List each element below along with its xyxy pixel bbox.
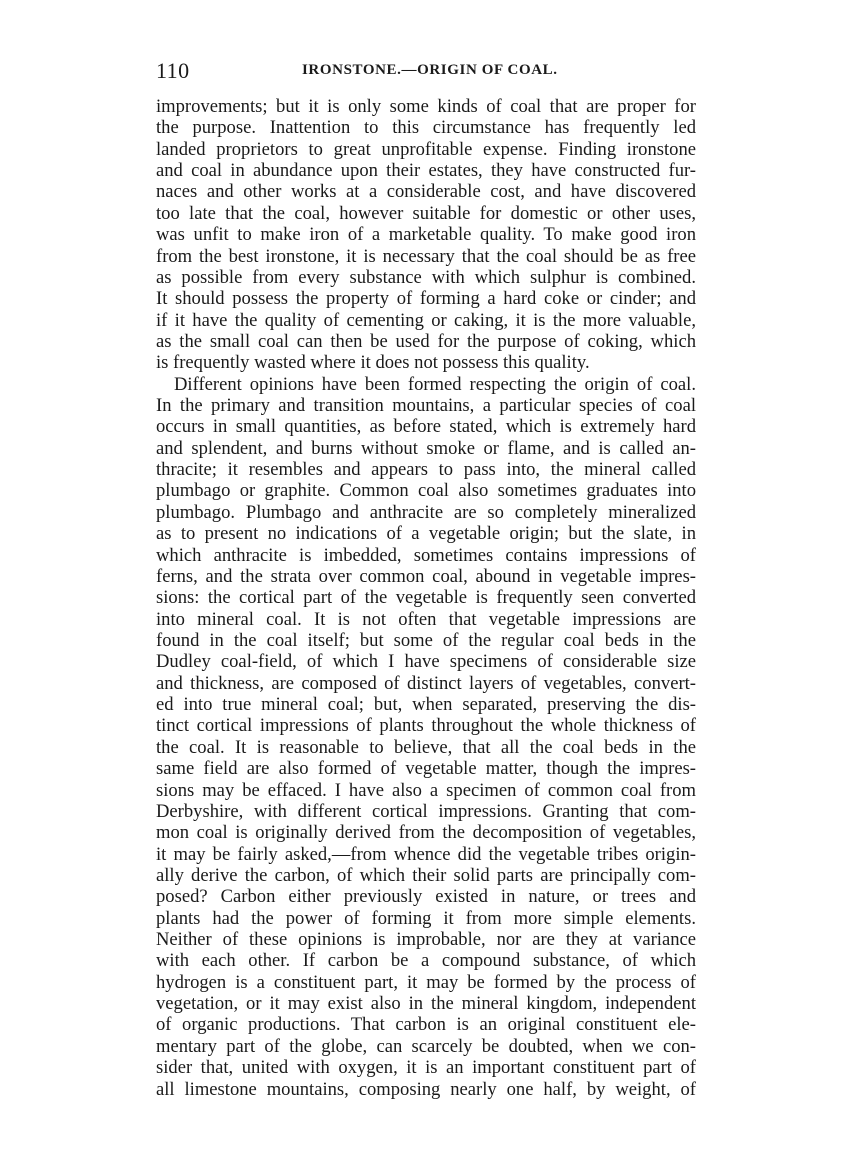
- text-line: sions may be effaced. I have also a specimen of common coal from: [156, 779, 696, 801]
- text-line: mon coal is originally derived from the decomposition of vegetables,: [156, 822, 696, 844]
- text-line: it may be fairly asked,—from whence did the vegetable tribes origin-: [156, 843, 696, 865]
- paragraph-start-line: Different opinions have been formed respecting the origin of coal.: [174, 373, 696, 395]
- text-line: is frequently wasted where it does not possess this quality.: [156, 352, 590, 374]
- text-line: as the small coal can then be used for the purpose of coking, which: [156, 330, 696, 352]
- text-line: naces and other works at a considerable cost, and have discovered: [156, 181, 696, 203]
- text-line: ally derive the carbon, of which their solid parts are principally com-: [156, 864, 696, 886]
- text-line: plumbago or graphite. Common coal also sometimes graduates into: [156, 480, 696, 502]
- text-line: as to present no indications of a vegetable origin; but the slate, in: [156, 523, 696, 545]
- text-line: occurs in small quantities, as before stated, which is extremely hard: [156, 416, 696, 438]
- text-line: as possible from every substance with which sulphur is combined.: [156, 266, 696, 288]
- text-line: tinct cortical impressions of plants throughout the whole thickness of: [156, 715, 696, 737]
- text-line: hydrogen is a constituent part, it may be formed by the process of: [156, 971, 696, 993]
- text-line: improvements; but it is only some kinds of coal that are proper for: [156, 96, 696, 117]
- text-line: sions: the cortical part of the vegetable is frequently seen converted: [156, 587, 696, 609]
- text-line: the purpose. Inattention to this circumstance has frequently led: [156, 117, 696, 139]
- text-line: too late that the coal, however suitable for domestic or other uses,: [156, 202, 696, 224]
- running-head: [156, 58, 696, 86]
- text-line: thracite; it resembles and appears to pass into, the mineral called: [156, 459, 696, 481]
- text-line: into mineral coal. It is not often that vegetable impressions are: [156, 608, 696, 630]
- text-line: if it have the quality of cementing or caking, it is the more valuable,: [156, 309, 696, 331]
- text-line: found in the coal itself; but some of the regular coal beds in the: [156, 629, 696, 651]
- text-line: mentary part of the globe, can scarcely be doubted, when we con-: [156, 1035, 696, 1057]
- page-number: 110: [156, 58, 190, 83]
- running-title: IRONSTONE.—ORIGIN OF COAL.: [302, 62, 558, 78]
- text-line: ed into true mineral coal; but, when separated, preserving the dis-: [156, 694, 696, 716]
- text-line: It should possess the property of forming a hard coke or cinder; and: [156, 288, 696, 310]
- text-line: was unfit to make iron of a marketable quality. To make good iron: [156, 224, 696, 246]
- text-line: Derbyshire, with different cortical impressions. Granting that com-: [156, 800, 696, 822]
- text-line: and coal in abundance upon their estates, they have constructed fur-: [156, 160, 696, 182]
- text-line: all limestone mountains, composing nearly one half, by weight, of: [156, 1078, 696, 1100]
- text-line: Dudley coal-field, of which I have specimens of considerable size: [156, 651, 696, 673]
- text-line: the coal. It is reasonable to believe, that all the coal beds in the: [156, 736, 696, 758]
- text-line: same field are also formed of vegetable matter, though the impres-: [156, 758, 696, 780]
- text-line: with each other. If carbon be a compound substance, of which: [156, 950, 696, 972]
- text-line: In the primary and transition mountains, a particular species of coal: [156, 395, 696, 417]
- text-line: from the best ironstone, it is necessary that the coal should be as free: [156, 245, 696, 267]
- text-line: plumbago. Plumbago and anthracite are so completely mineralized: [156, 501, 696, 523]
- body-text: [156, 96, 696, 1100]
- text-line: and splendent, and burns without smoke or flame, and is called an-: [156, 437, 696, 459]
- text-line: ferns, and the strata over common coal, abound in vegetable impres-: [156, 565, 696, 587]
- text-line: which anthracite is imbedded, sometimes contains impressions of: [156, 544, 696, 566]
- text-line: landed proprietors to great unprofitable expense. Finding ironstone: [156, 138, 696, 160]
- text-line: posed? Carbon either previously existed in nature, or trees and: [156, 886, 696, 908]
- text-line: and thickness, are composed of distinct layers of vegetables, convert-: [156, 672, 696, 694]
- text-line: Neither of these opinions is improbable, nor are they at variance: [156, 929, 696, 951]
- text-line: sider that, united with oxygen, it is an important constituent part of: [156, 1057, 696, 1079]
- text-line: plants had the power of forming it from more simple elements.: [156, 907, 696, 929]
- text-line: of organic productions. That carbon is an original constituent ele-: [156, 1014, 696, 1036]
- text-line: vegetation, or it may exist also in the mineral kingdom, independent: [156, 993, 696, 1015]
